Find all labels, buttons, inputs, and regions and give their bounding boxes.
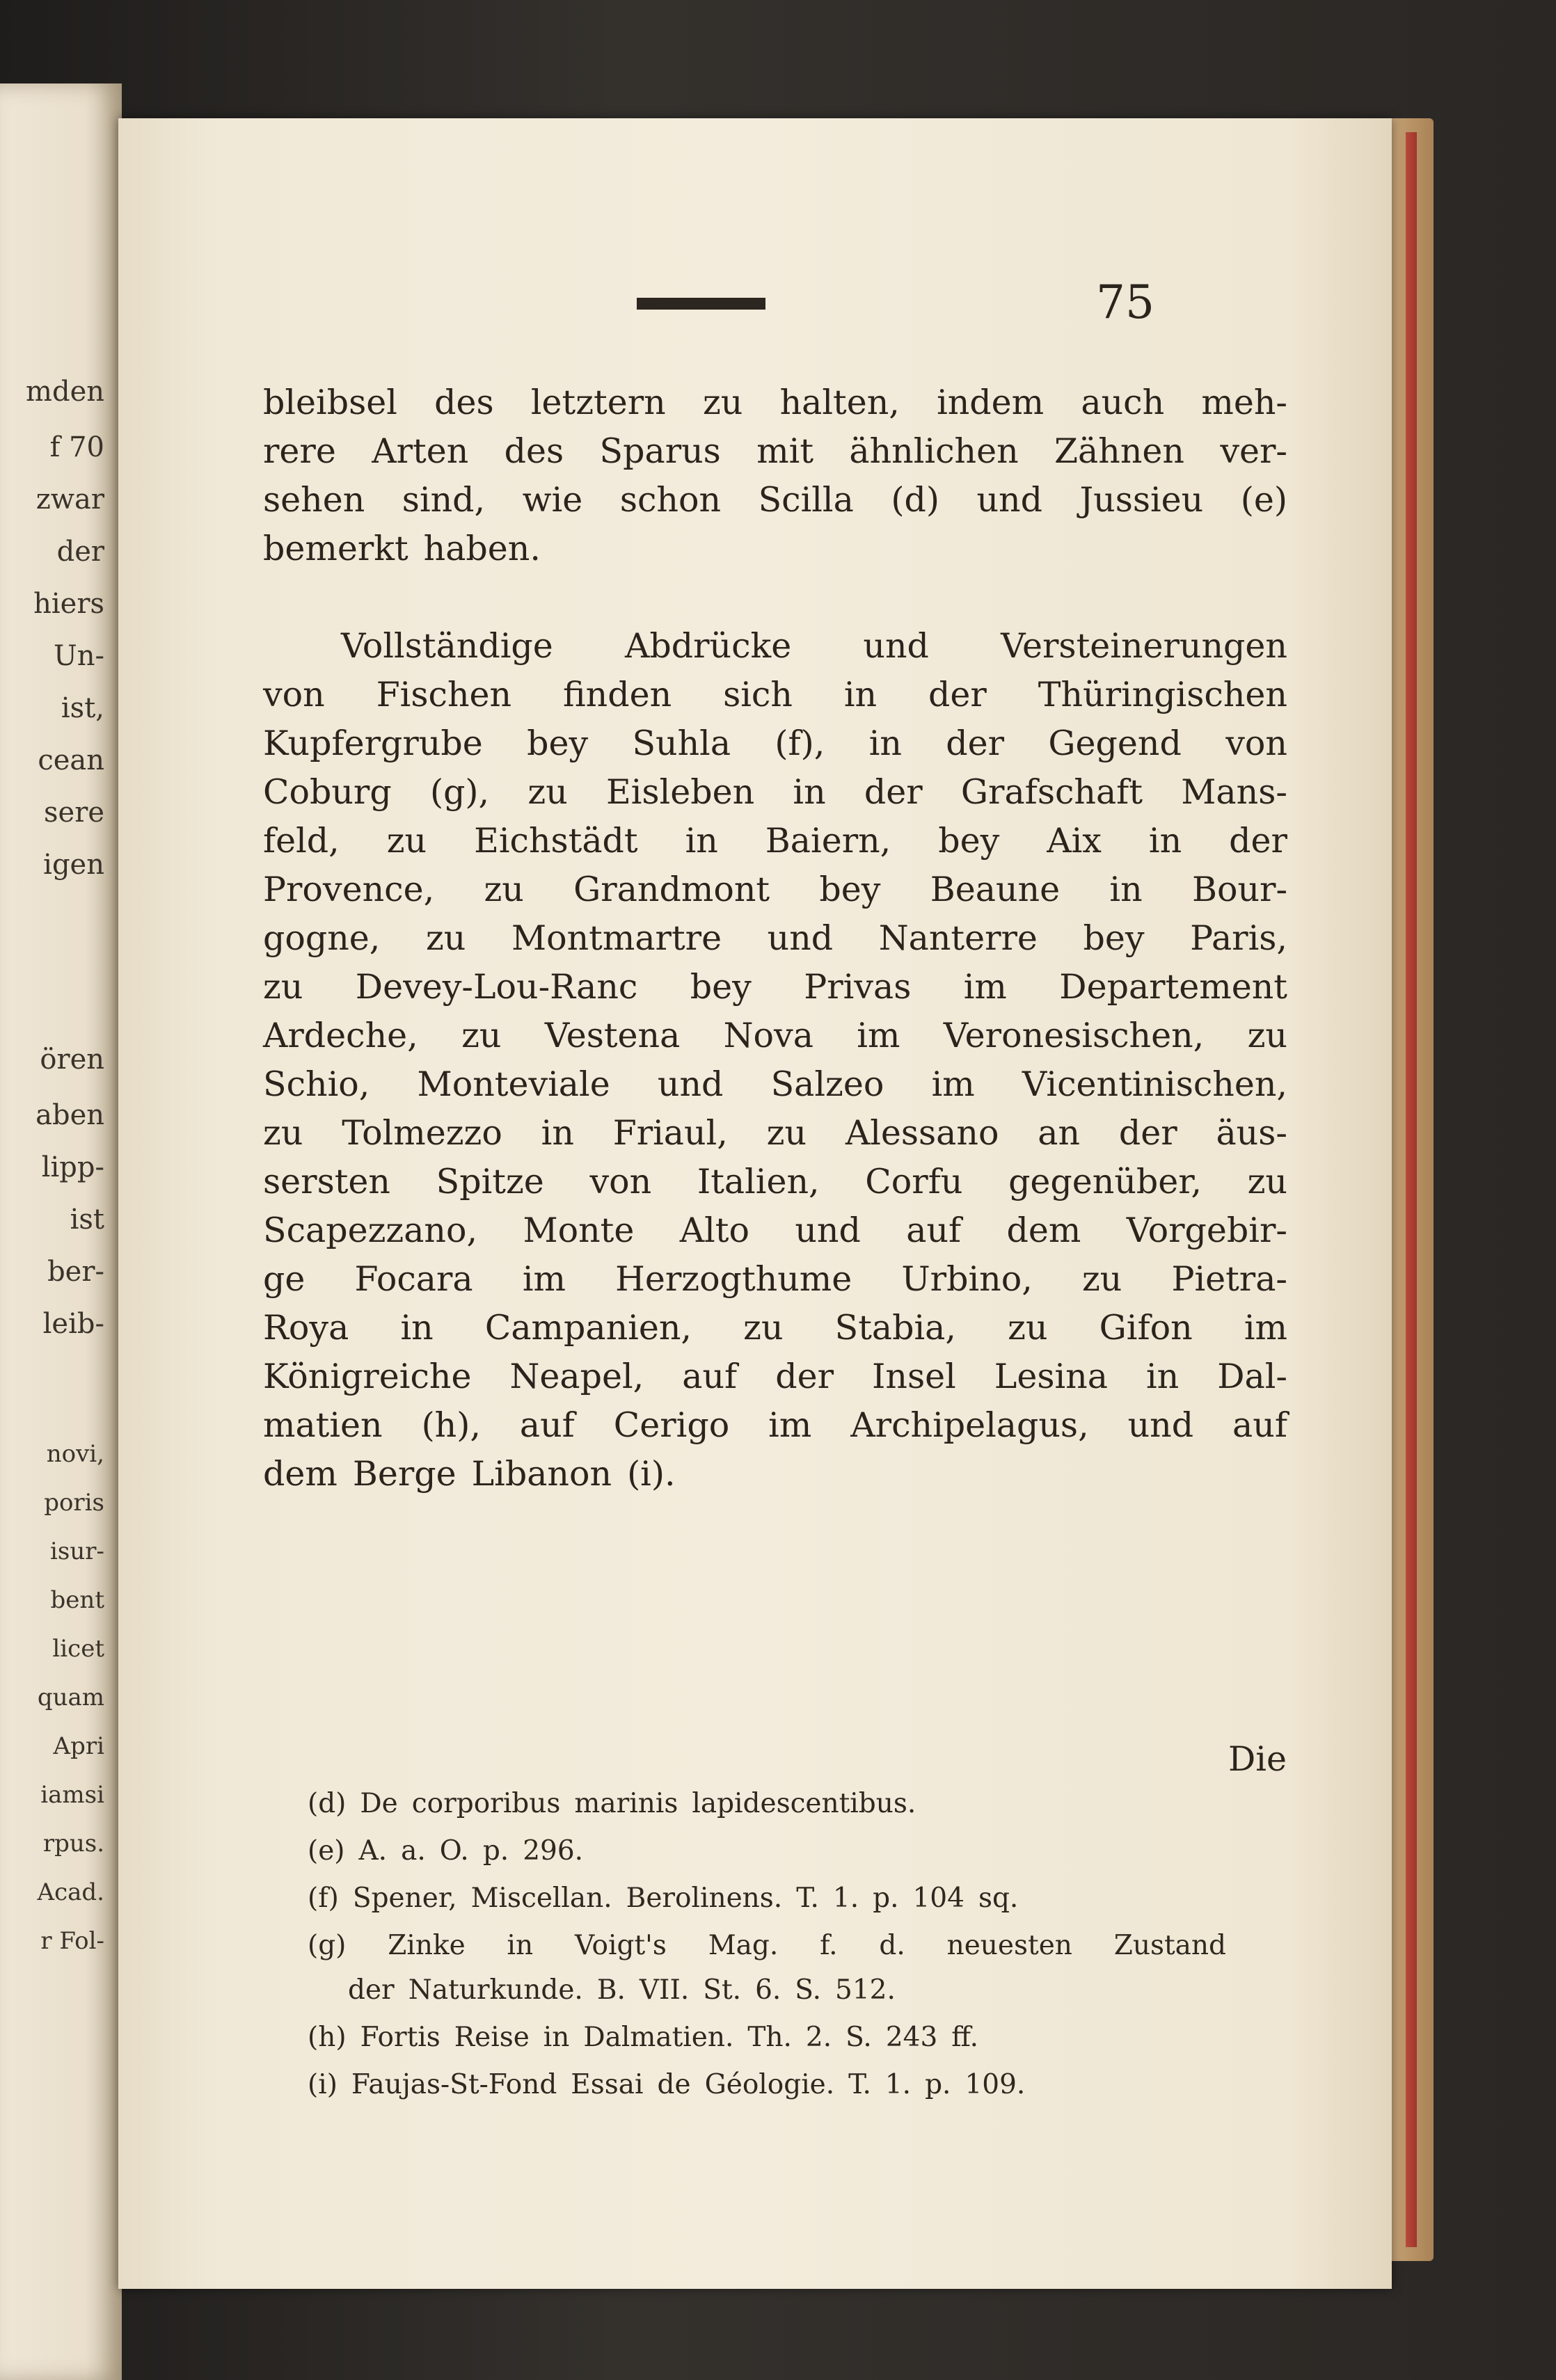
footnote-line: (e) A. a. O. p. 296. <box>308 1835 584 1867</box>
left-margin-fragment: ören <box>40 1044 104 1076</box>
body-line: Coburg (g), zu Eisleben in der Grafschaft Mans- <box>263 772 1287 812</box>
footnote-line: der Naturkunde. B. VII. St. 6. S. 512. <box>348 1974 896 2006</box>
left-margin-fragment: der <box>56 536 104 568</box>
red-page-edge <box>1406 132 1417 2247</box>
left-margin-fragment: isur- <box>50 1538 104 1565</box>
footnote-line: (f) Spener, Miscellan. Berolinens. T. 1. p. 104 sq. <box>308 1883 1019 1914</box>
left-margin-fragment: Acad. <box>37 1878 104 1906</box>
left-margin-fragment: quam <box>37 1684 104 1711</box>
body-line: zu Tolmezzo in Friaul, zu Alessano an der äus- <box>263 1113 1287 1153</box>
left-margin-fragment: ist <box>70 1204 104 1236</box>
left-margin-fragment: aben <box>35 1099 104 1131</box>
left-margin-fragment: bent <box>50 1586 104 1614</box>
left-margin-fragment: Apri <box>53 1732 104 1760</box>
left-margin-fragment: ber- <box>47 1256 104 1288</box>
left-margin-fragment: Un- <box>54 640 104 672</box>
left-margin-fragment: mden <box>26 376 104 408</box>
left-margin-fragment: sere <box>44 797 104 829</box>
body-line: bemerkt haben. <box>263 529 541 568</box>
footnote-line: (h) Fortis Reise in Dalmatien. Th. 2. S. 243 ff. <box>308 2022 979 2053</box>
left-margin-fragment: f 70 <box>49 431 104 463</box>
left-margin-fragment: hiers <box>33 588 104 620</box>
body-line: Roya in Campanien, zu Stabia, zu Gifon im <box>263 1308 1287 1348</box>
body-line: Vollständige Abdrücke und Versteinerungen <box>341 626 1287 666</box>
body-line: Ardeche, zu Vestena Nova im Veronesischen, zu <box>263 1016 1287 1055</box>
left-margin-fragment: igen <box>43 849 104 881</box>
body-line: feld, zu Eichstädt in Baiern, bey Aix in der <box>263 821 1287 861</box>
footnote-line: (d) De corporibus marinis lapidescentibus. <box>308 1788 916 1819</box>
body-line: bleibsel des letztern zu halten, indem auch meh- <box>263 383 1287 422</box>
body-line: gogne, zu Montmartre und Nanterre bey Paris, <box>263 918 1287 958</box>
catch-word: Die <box>1228 1739 1287 1779</box>
left-margin-fragment: novi, <box>46 1440 104 1468</box>
book-page <box>118 118 1392 2289</box>
body-line: ge Focara im Herzogthume Urbino, zu Pietra- <box>263 1259 1287 1299</box>
footnote-line: (g) Zinke in Voigt's Mag. f. d. neuesten Zustand <box>308 1930 1226 1961</box>
left-margin-fragment: iamsi <box>40 1781 104 1809</box>
left-margin-fragment: zwar <box>35 484 104 516</box>
body-line: von Fischen finden sich in der Thüringischen <box>263 675 1287 714</box>
left-margin-fragment: cean <box>38 744 104 776</box>
body-line: Königreiche Neapel, auf der Insel Lesina in Dal- <box>263 1357 1287 1396</box>
body-line: rere Arten des Sparus mit ähnlichen Zähnen ver- <box>263 431 1287 471</box>
left-margin-fragment: rpus. <box>42 1830 104 1858</box>
left-margin-fragment: r Fol- <box>40 1927 104 1955</box>
footnote-line: (i) Faujas-St-Fond Essai de Géologie. T. 1. p. 109. <box>308 2069 1026 2100</box>
body-line: Provence, zu Grandmont bey Beaune in Bour- <box>263 870 1287 909</box>
body-line: Schio, Monteviale und Salzeo im Vicentinischen, <box>263 1064 1287 1104</box>
page-number: 75 <box>1096 275 1154 329</box>
left-margin-fragment: leib- <box>42 1308 104 1340</box>
body-line: sehen sind, wie schon Scilla (d) und Jussieu (e) <box>263 480 1287 520</box>
left-margin-fragment: ist, <box>61 692 104 724</box>
left-margin-fragment: lipp- <box>41 1151 104 1183</box>
body-line: Kupfergrube bey Suhla (f), in der Gegend von <box>263 724 1287 763</box>
left-page-edge <box>0 83 122 2380</box>
header-rule <box>637 298 765 310</box>
body-line: dem Berge Libanon (i). <box>263 1454 676 1494</box>
body-line: Scapezzano, Monte Alto und auf dem Vorgebir- <box>263 1211 1287 1250</box>
left-margin-fragment: licet <box>52 1635 104 1663</box>
left-margin-fragment: poris <box>44 1489 104 1517</box>
body-line: sersten Spitze von Italien, Corfu gegenüber, zu <box>263 1162 1287 1201</box>
body-line: zu Devey-Lou-Ranc bey Privas im Departement <box>263 967 1287 1007</box>
body-line: matien (h), auf Cerigo im Archipelagus, und auf <box>263 1405 1287 1445</box>
